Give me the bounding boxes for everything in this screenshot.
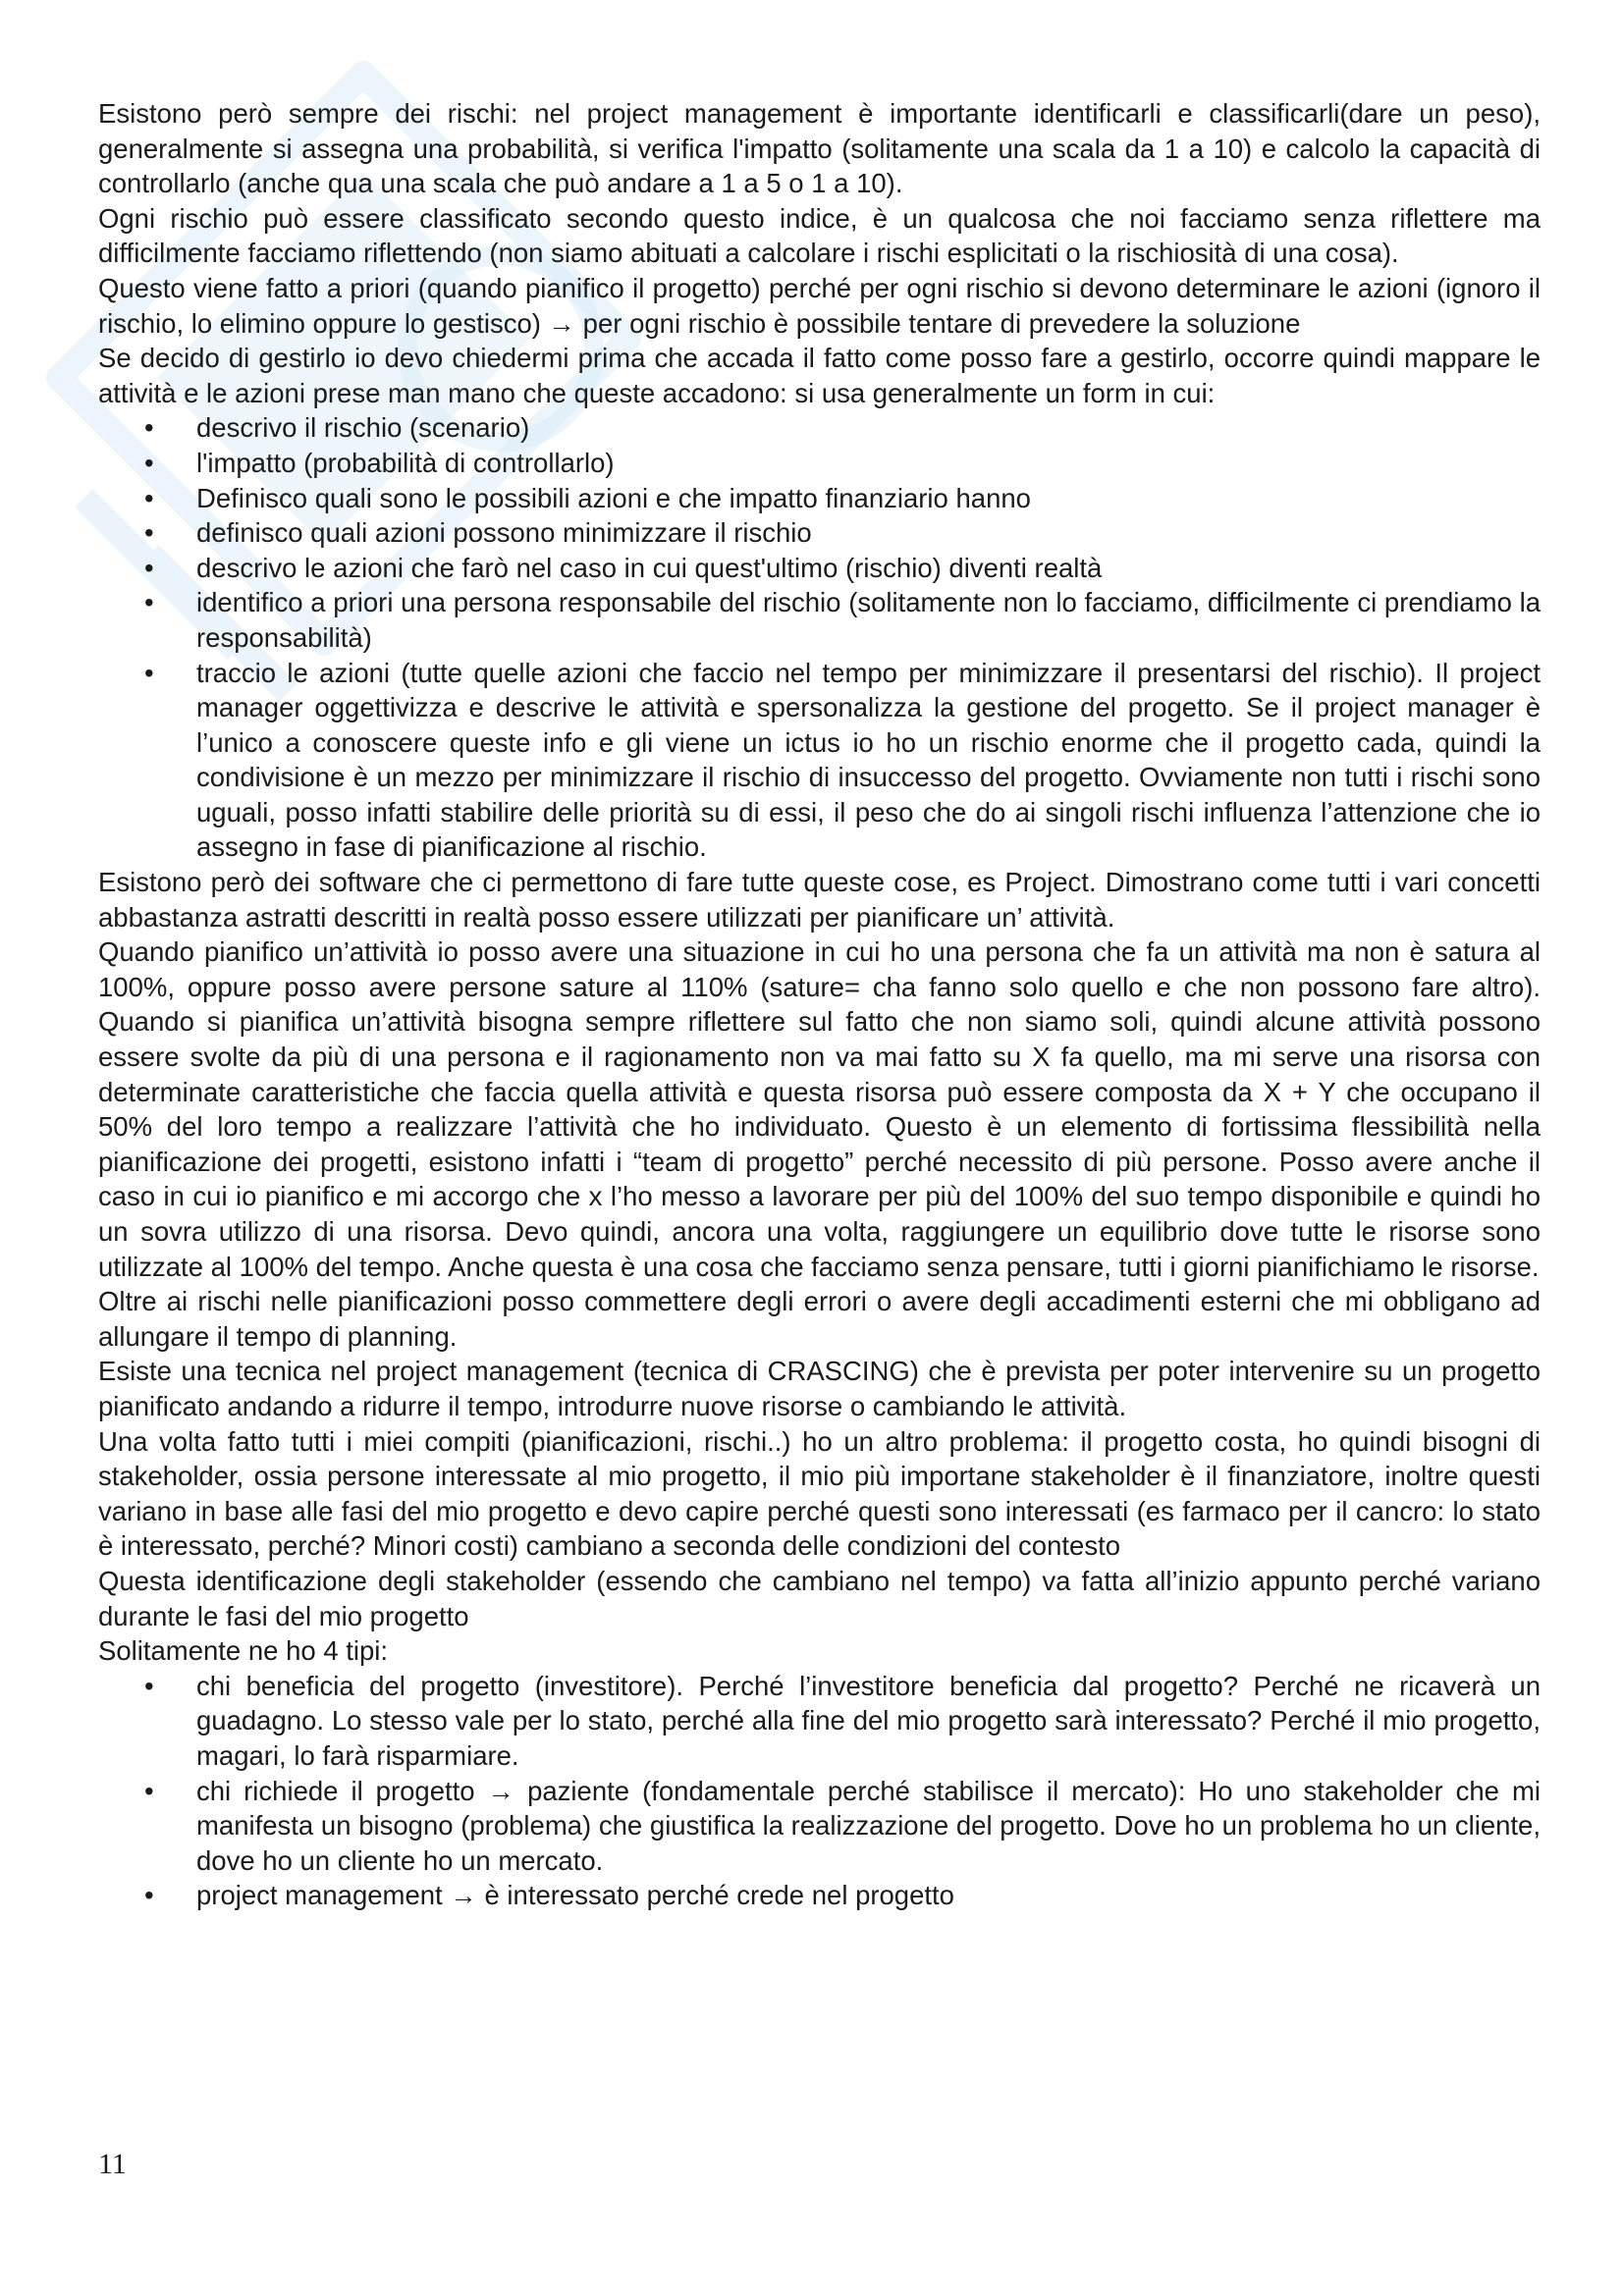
paragraph: Una volta fatto tutti i miei compiti (pianificazioni, rischi..) ho un altro problema: il progetto costa, ho quindi bisogni di stakeholder, ossia persone interessate al mio progetto, il mio più importane stakeholder è il finanziatore, inoltre questi variano in base alle fasi del mio progetto e devo capire perché questi sono interessati (es farmaco per il cancro: lo stato è interessato, perché? Minori costi) cambiano a seconda delle condizioni del contesto xyxy=(98,1425,1541,1562)
list-item xyxy=(98,551,1541,586)
paragraph: Solitamente ne ho 4 tipi: xyxy=(98,1635,389,1667)
list-item-text: definisco quali azioni possono minimizzare il rischio xyxy=(196,517,812,549)
list-item xyxy=(98,1878,1541,1913)
paragraph: Esistono però dei software che ci permettono di fare tutte queste cose, es Project. Dimostrano come tutti i vari concetti abbastanza astratti descritti in realtà posso essere utilizzati per pianificare un’ attività. xyxy=(98,867,1541,933)
bullet-icon: • xyxy=(144,447,154,478)
paragraph: Questo viene fatto a priori (quando pianifico il progetto) perché per ogni rischio si devono determinare le azioni (ignoro il rischio, lo elimino oppure lo gestisco) → per ogni rischio è possibile tentare di prevedere la soluzione xyxy=(98,272,1541,339)
bullet-icon: • xyxy=(144,587,154,618)
list-item-text: l'impatto (probabilità di controllarlo) xyxy=(196,447,615,478)
list-item-text: descrivo il rischio (scenario) xyxy=(196,412,530,444)
list-item xyxy=(98,1774,1541,1879)
list-item xyxy=(98,446,1541,481)
list-item-text: identifico a priori una persona responsabile del rischio (solitamente non lo facciamo, difficilmente ci prendiamo la responsabilità) xyxy=(196,587,1541,653)
list-item xyxy=(98,1669,1541,1774)
list-item xyxy=(98,410,1541,446)
list-item-text: project management → è interessato perché crede nel progetto xyxy=(196,1880,954,1911)
page-number: 11 xyxy=(98,2148,127,2180)
paragraph: Esistono però sempre dei rischi: nel project management è importante identificarli e classificarli(dare un peso), generalmente si assegna una probabilità, si verifica l'impatto (solitamente una scala da 1 a 10) e calcolo la capacità di controllarlo (anche qua una scala che può andare a 1 a 5 o 1 a 10). xyxy=(98,98,1541,199)
bullet-icon: • xyxy=(144,552,154,583)
bullet-icon: • xyxy=(144,412,154,444)
list-item-text: descrivo le azioni che farò nel caso in cui quest'ultimo (rischio) diventi realtà xyxy=(196,552,1103,583)
bullet-icon: • xyxy=(144,1880,154,1911)
paragraph: Ogni rischio può essere classificato secondo questo indice, è un qualcosa che noi facciamo senza riflettere ma difficilmente facciamo riflettendo (non siamo abituati a calcolare i rischi esplicitati o la rischiosità di una cosa). xyxy=(98,202,1541,269)
list-item-text: chi beneficia del progetto (investitore). Perché l’investitore beneficia dal progetto? Perché ne ricaverà un guadagno. Lo stesso vale per lo stato, perché alla fine del mio progetto sarà interessato? Perché il mio progetto, magari, lo farà risparmiare. xyxy=(196,1670,1541,1771)
paragraph: Oltre ai rischi nelle pianificazioni posso commettere degli errori o avere degli accadimenti esterni che mi obbligano ad allungare il tempo di planning. xyxy=(98,1286,1541,1352)
list-item xyxy=(98,481,1541,516)
bullet-icon: • xyxy=(144,1670,154,1701)
list-item xyxy=(98,585,1541,655)
paragraph: Esiste una tecnica nel project management (tecnica di CRASCING) che è prevista per poter intervenire su un progetto pianificato andando a ridurre il tempo, introdurre nuove risorse o cambiando le attività. xyxy=(98,1356,1541,1421)
list-item-text: chi richiede il progetto → paziente (fondamentale perché stabilisce il mercato): Ho uno stakeholder che mi manifesta un bisogno (problema) che giustifica la realizzazione del progetto. Dove ho un problema ho un cliente, dove ho un cliente ho un mercato. xyxy=(196,1775,1541,1876)
bullet-icon: • xyxy=(144,657,154,688)
list-item xyxy=(98,656,1541,866)
document-body xyxy=(98,96,1541,1913)
list-item-text: traccio le azioni (tutte quelle azioni che faccio nel tempo per minimizzare il presentarsi del rischio). Il project manager oggettivizza e descrive le attività e spersonalizza la gestione del progetto. Se il project manager è l’unico a conoscere queste info e gli viene un ictus io ho un rischio enorme che il progetto cada, quindi la condivisione è un mezzo per minimizzare il rischio di insuccesso del progetto. Ovviamente non tutti i rischi sono uguali, posso infatti stabilire delle priorità su di essi, il peso che do ai singoli rischi influenza l’attenzione che io assegno in fase di pianificazione al rischio. xyxy=(196,657,1541,863)
paragraph: Quando pianifico un’attività io posso avere una situazione in cui ho una persona che fa un attività ma non è satura al 100%, oppure posso avere persone sature al 110% (sature= cha fanno solo quello e che non possono fare altro). Quando si pianifica un’attività bisogna sempre riflettere sul fatto che non siamo soli, quindi alcune attività possono essere svolte da più di una persona e il ragionamento non va mai fatto su X fa quello, ma mi serve una risorsa con determinate caratteristiche che faccia quella attività e questa risorsa può essere composta da X + Y che occupano il 50% del loro tempo a realizzare l’attività che ho individuato. Questo è un elemento di fortissima flessibilità nella pianificazione dei progetti, esistono infatti i “team di progetto” perché necessito di più persone. Posso avere anche il caso in cui io pianifico e mi accorgo che x l’ho messo a lavorare per più del 100% del suo tempo disponibile e quindi ho un sovra utilizzo di una risorsa. Devo quindi, ancora una volta, raggiungere un equilibrio dove tutte le risorse sono utilizzate al 100% del tempo. Anche questa è una cosa che facciamo senza pensare, tutti i giorni pianifichiamo le risorse. xyxy=(98,936,1541,1282)
list-item-text: Definisco quali sono le possibili azioni e che impatto finanziario hanno xyxy=(196,482,1031,513)
list-item xyxy=(98,515,1541,551)
bullet-icon: • xyxy=(144,517,154,549)
paragraph: Questa identificazione degli stakeholder (essendo che cambiano nel tempo) va fatta all’inizio appunto perché variano durante le fasi del mio progetto xyxy=(98,1565,1541,1631)
paragraph: Se decido di gestirlo io devo chiedermi prima che accada il fatto come posso fare a gestirlo, occorre quindi mappare le attività e le azioni prese man mano che queste accadono: si usa generalmente un form in cui: xyxy=(98,343,1541,408)
risk-form-list xyxy=(98,410,1541,865)
bullet-icon: • xyxy=(144,1775,154,1806)
bullet-icon: • xyxy=(144,482,154,513)
stakeholder-list xyxy=(98,1669,1541,1913)
